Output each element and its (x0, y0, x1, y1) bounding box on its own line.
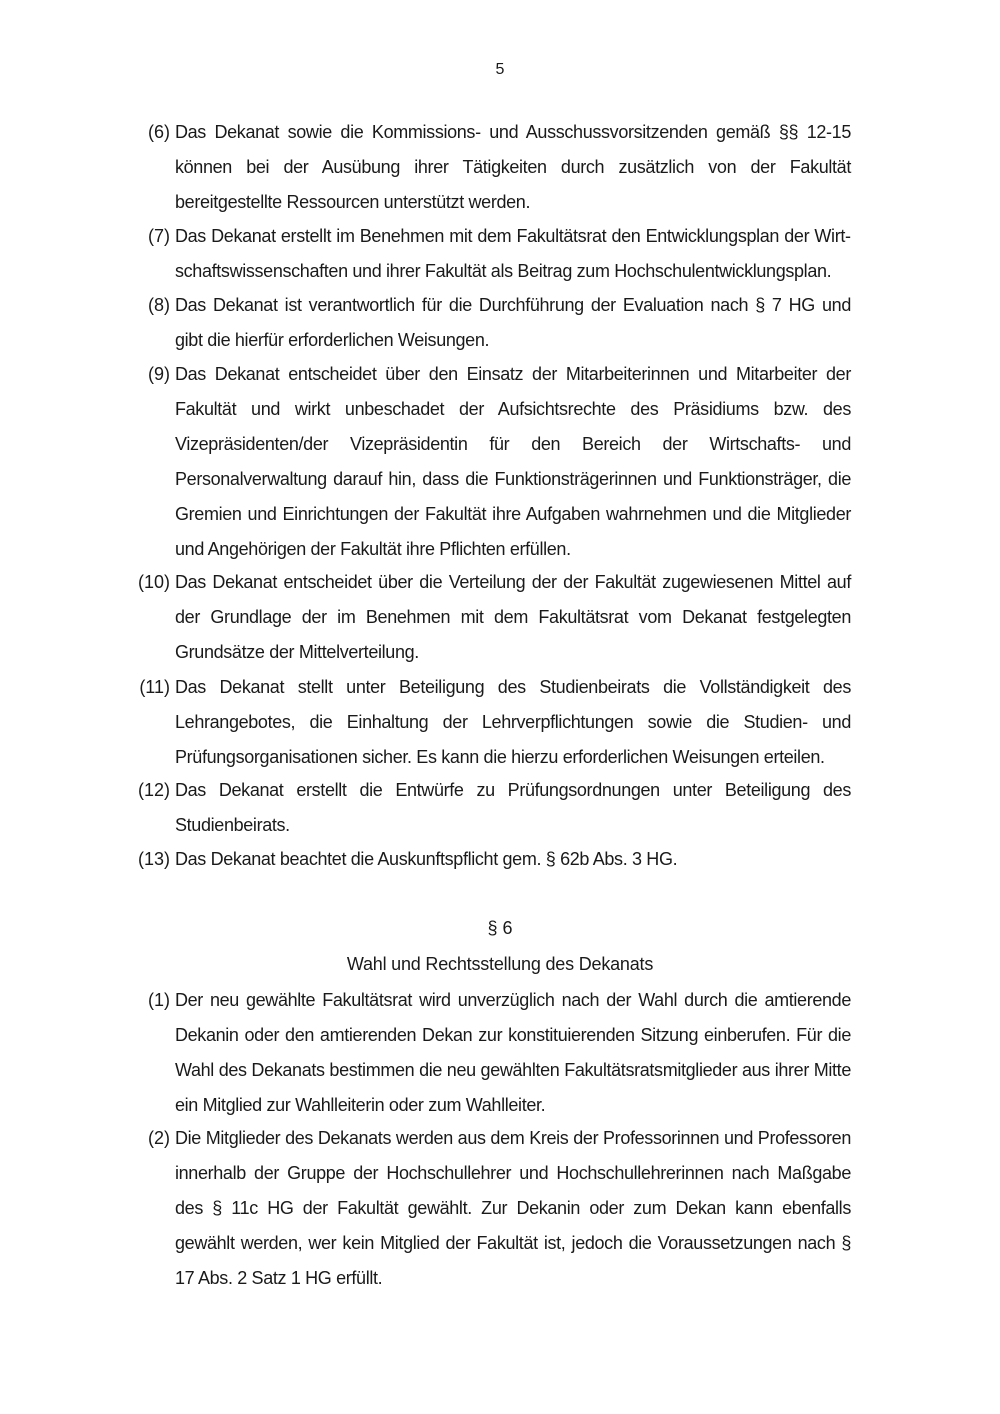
paragraph-6 (148, 115, 851, 220)
paragraph-12 (137, 773, 851, 843)
paragraph-text: Das Dekanat stellt unter Beteiligung des Studienbeirats die Vollständigkeit des Lehrangebotes, die Einhaltung der Lehrverpflichtungen sowie die Studien- und Prüfungsorganisationen sicher. Es kann die hierzu erforderlichen Weisungen erteilen. (175, 677, 851, 767)
paragraph-number: (13) (137, 849, 170, 869)
paragraph-number: (6) (148, 122, 170, 142)
paragraph-number: (1) (148, 990, 170, 1010)
paragraph-text: Das Dekanat erstellt die Entwürfe zu Prüfungsordnungen unter Beteiligung des Studienbeirats. (175, 780, 851, 835)
paragraph-number: (12) (137, 780, 170, 800)
paragraph-number: (8) (148, 295, 170, 315)
paragraph-10 (137, 565, 851, 670)
paragraph-text: Das Dekanat entscheidet über die Verteilung der der Fakultät zugewiesenen Mittel auf der Grundlage der im Benehmen mit dem Fakultätsrat vom Dekanat festgelegten Grundsätze der Mittelverteilung. (175, 572, 851, 662)
paragraph-text: Das Dekanat sowie die Kommissions- und Ausschussvorsitzenden gemäß §§ 12-15 können bei der Ausübung ihrer Tätigkeiten durch zusätzlich von der Fakultät bereitgestellte Ressourcen unterstützt werden. (175, 122, 851, 212)
paragraph-number: (10) (137, 572, 170, 592)
paragraph-13 (137, 842, 851, 877)
paragraph-number: (11) (139, 677, 170, 697)
paragraph-11 (139, 670, 851, 775)
section-sign-heading: § 6 (487, 918, 513, 938)
paragraph-text: Die Mitglieder des Dekanats werden aus dem Kreis der Professorinnen und Professoren innerhalb der Gruppe der Hochschullehrer und Hochschullehrerinnen nach Maßgabe des § 11c HG der Fakultät gewählt. Zur Dekanin oder zum Dekan kann ebenfalls gewählt werden, wer kein Mitglied der Fakultät ist, jedoch die Voraussetzungen nach § 17 Abs. 2 Satz 1 HG erfüllt. (175, 1128, 851, 1288)
paragraph-number: (2) (148, 1128, 170, 1148)
section-title: Wahl und Rechtsstellung des Dekanats (346, 954, 654, 974)
paragraph-9 (148, 357, 851, 567)
page-number: 5 (495, 61, 505, 78)
section6-paragraph-2 (148, 1121, 851, 1296)
paragraph-text: Das Dekanat entscheidet über den Einsatz der Mitarbeiterinnen und Mitarbeiter der Fakultät und wirkt unbeschadet der Aufsichtsrechte des Präsidiums bzw. des Vizepräsidenten/der Vizepräsidentin für den Bereich der Wirtschafts- und Personalverwaltung darauf hin, dass die Funktionsträgerinnen und Funktionsträger, die Gremien und Einrichtungen der Fakultät ihre Aufgaben wahrnehmen und die Mitglieder und Angehörigen der Fakultät ihre Pflichten erfüllen. (175, 364, 851, 559)
paragraph-number: (9) (148, 364, 170, 384)
paragraph-text: Der neu gewählte Fakultätsrat wird unverzüglich nach der Wahl durch die amtierende Dekanin oder den amtierenden Dekan zur konstituierenden Sitzung einberufen. Für die Wahl des Dekanats bestimmen die neu gewählten Fakultätsratsmitglieder aus ihrer Mitte ein Mitglied zur Wahlleiterin oder zum Wahlleiter. (175, 990, 851, 1115)
section6-paragraph-1 (148, 983, 851, 1123)
paragraph-text: Das Dekanat ist verantwortlich für die Durchführung der Evaluation nach § 7 HG und gibt die hierfür erforderlichen Weisungen. (175, 295, 851, 350)
paragraph-text: Das Dekanat beachtet die Auskunftspflicht gem. § 62b Abs. 3 HG. (175, 849, 678, 869)
paragraph-8 (148, 288, 851, 358)
paragraph-text: Das Dekanat erstellt im Benehmen mit dem Fakultätsrat den Entwicklungsplan der Wirtschaftswissenschaften und ihrer Fakultät als Beitrag zum Hochschulentwicklungsplan. (175, 226, 851, 281)
paragraph-7 (148, 219, 851, 289)
paragraph-number: (7) (148, 226, 170, 246)
